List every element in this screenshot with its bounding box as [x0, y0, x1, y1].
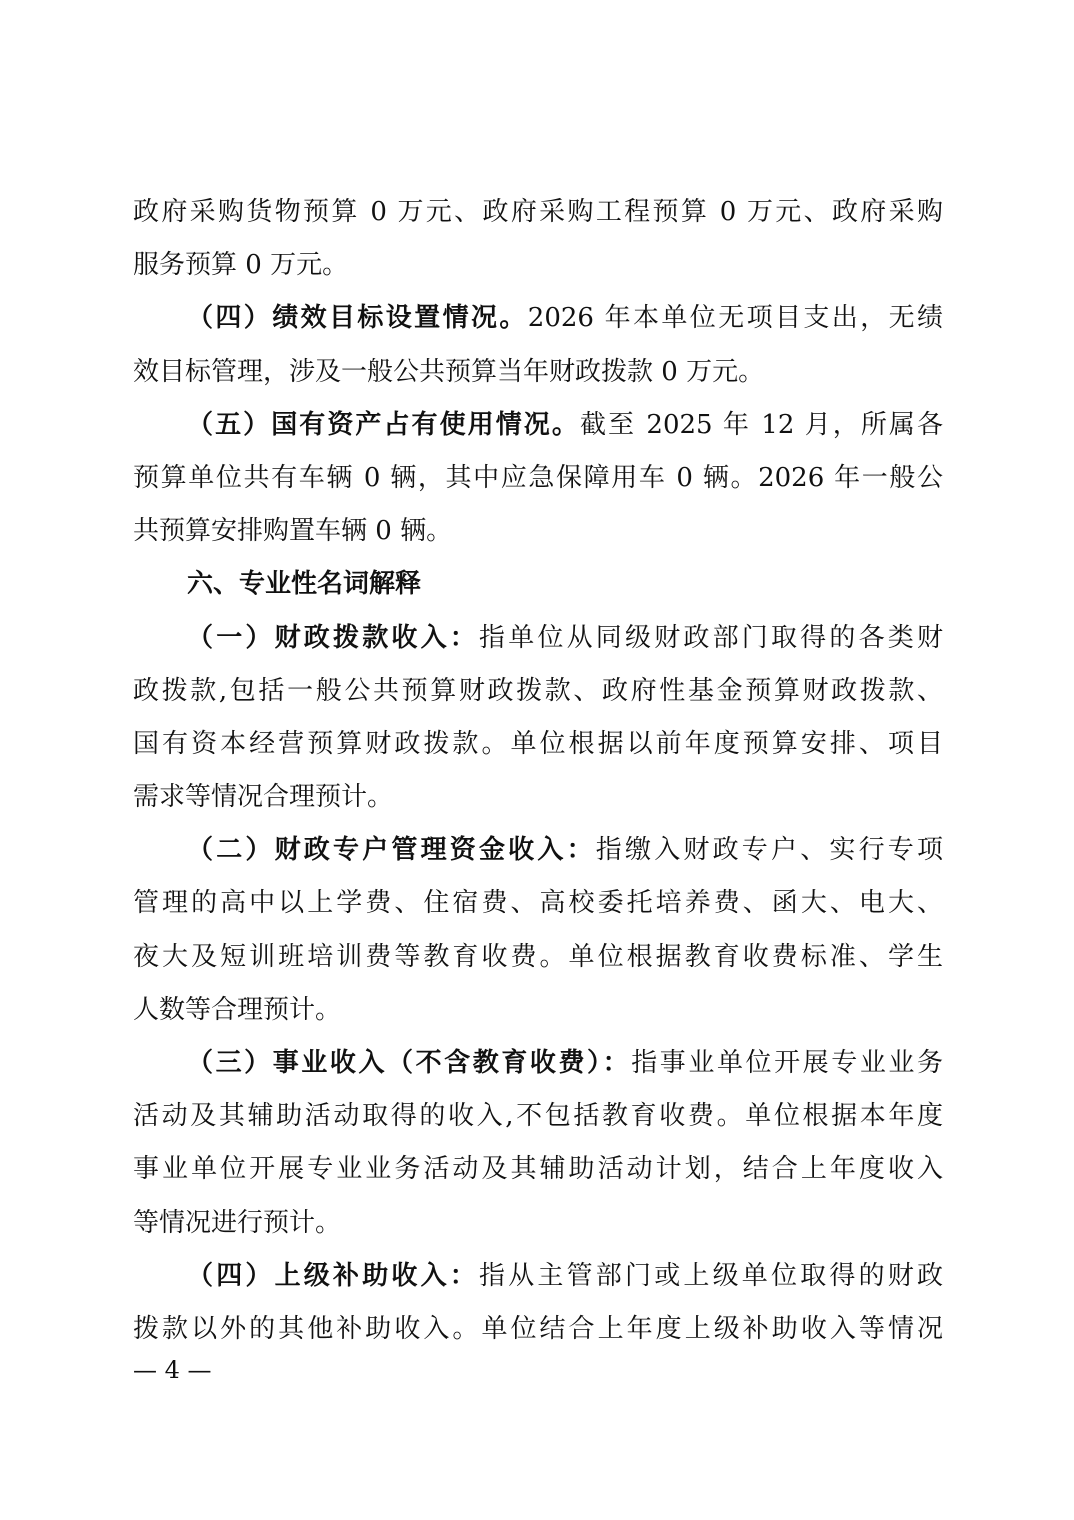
text-line: [133, 1041, 943, 1094]
text-line: [133, 988, 943, 1041]
line-text: 效目标管理，涉及一般公共预算当年财政拨款 0 万元。: [133, 356, 765, 387]
text-line: [133, 1201, 943, 1254]
text-line: [133, 456, 943, 509]
section-heading: [133, 562, 943, 615]
line-text: 2026 年本单位无项目支出，无绩: [527, 303, 943, 334]
text-line: [133, 350, 943, 403]
text-line: [133, 722, 943, 775]
line-text: 需求等情况合理预计。: [133, 782, 394, 813]
line-text: 政府采购货物预算 0 万元、政府采购工程预算 0 万元、政府采购: [133, 197, 943, 227]
text-line: [133, 190, 943, 243]
line-text: 活动及其辅助活动取得的收入,不包括教育收费。单位根据本年度: [133, 1101, 943, 1132]
text-line: [133, 935, 943, 988]
line-text: 指单位从同级财政部门取得的各类财: [479, 622, 943, 653]
line-text: 指从主管部门或上级单位取得的财政: [479, 1260, 943, 1291]
paragraph-lead: （三）事业收入（不含教育收费）：: [187, 1048, 632, 1078]
paragraph-lead: （一）财政拨款收入：: [187, 622, 479, 653]
line-text: 夜大及短训班培训费等教育收费。单位根据教育收费标准、学生: [133, 941, 943, 972]
line-text: 政拨款,包括一般公共预算财政拨款、政府性基金预算财政拨款、: [133, 675, 943, 706]
document-body: [133, 190, 943, 1360]
text-line: [133, 1307, 943, 1360]
line-text: 共预算安排购置车辆 0 辆。: [133, 516, 453, 547]
paragraph-lead: （二）财政专户管理资金收入：: [187, 835, 596, 866]
line-text: 国有资本经营预算财政拨款。单位根据以前年度预算安排、项目: [133, 728, 943, 759]
page-number: — 4 —: [133, 1356, 212, 1384]
paragraph-lead: （五）国有资产占有使用情况。: [187, 409, 580, 440]
text-line: [133, 616, 943, 669]
paragraph-lead: （四）绩效目标设置情况。: [187, 303, 528, 334]
line-text: 事业单位开展专业业务活动及其辅助活动计划，结合上年度收入: [133, 1154, 943, 1185]
line-text: 等情况进行预计。: [133, 1207, 342, 1238]
text-line: [133, 669, 943, 722]
line-text: 人数等合理预计。: [133, 994, 342, 1025]
text-line: [133, 775, 943, 828]
line-text: 服务预算 0 万元。: [133, 250, 349, 281]
text-line: [133, 296, 943, 349]
line-text: 拨款以外的其他补助收入。单位结合上年度上级补助收入等情况: [133, 1313, 943, 1344]
line-text: 指事业单位开展专业业务: [631, 1048, 943, 1078]
line-text: 指缴入财政专户、实行专项: [595, 835, 943, 866]
section-heading-text: 六、专业性名词解释: [187, 569, 422, 600]
text-line: [133, 1147, 943, 1200]
text-line: [133, 881, 943, 934]
line-text: 管理的高中以上学费、住宿费、高校委托培养费、函大、电大、: [133, 888, 943, 919]
line-text: 预算单位共有车辆 0 辆，其中应急保障用车 0 辆。2026 年一般公: [133, 462, 943, 493]
text-line: [133, 509, 943, 562]
text-line: [133, 243, 943, 296]
text-line: [133, 1254, 943, 1307]
line-text: 截至 2025 年 12 月，所属各: [579, 409, 943, 440]
text-line: [133, 403, 943, 456]
text-line: [133, 828, 943, 881]
paragraph-lead: （四）上级补助收入：: [187, 1260, 479, 1291]
text-line: [133, 1094, 943, 1147]
